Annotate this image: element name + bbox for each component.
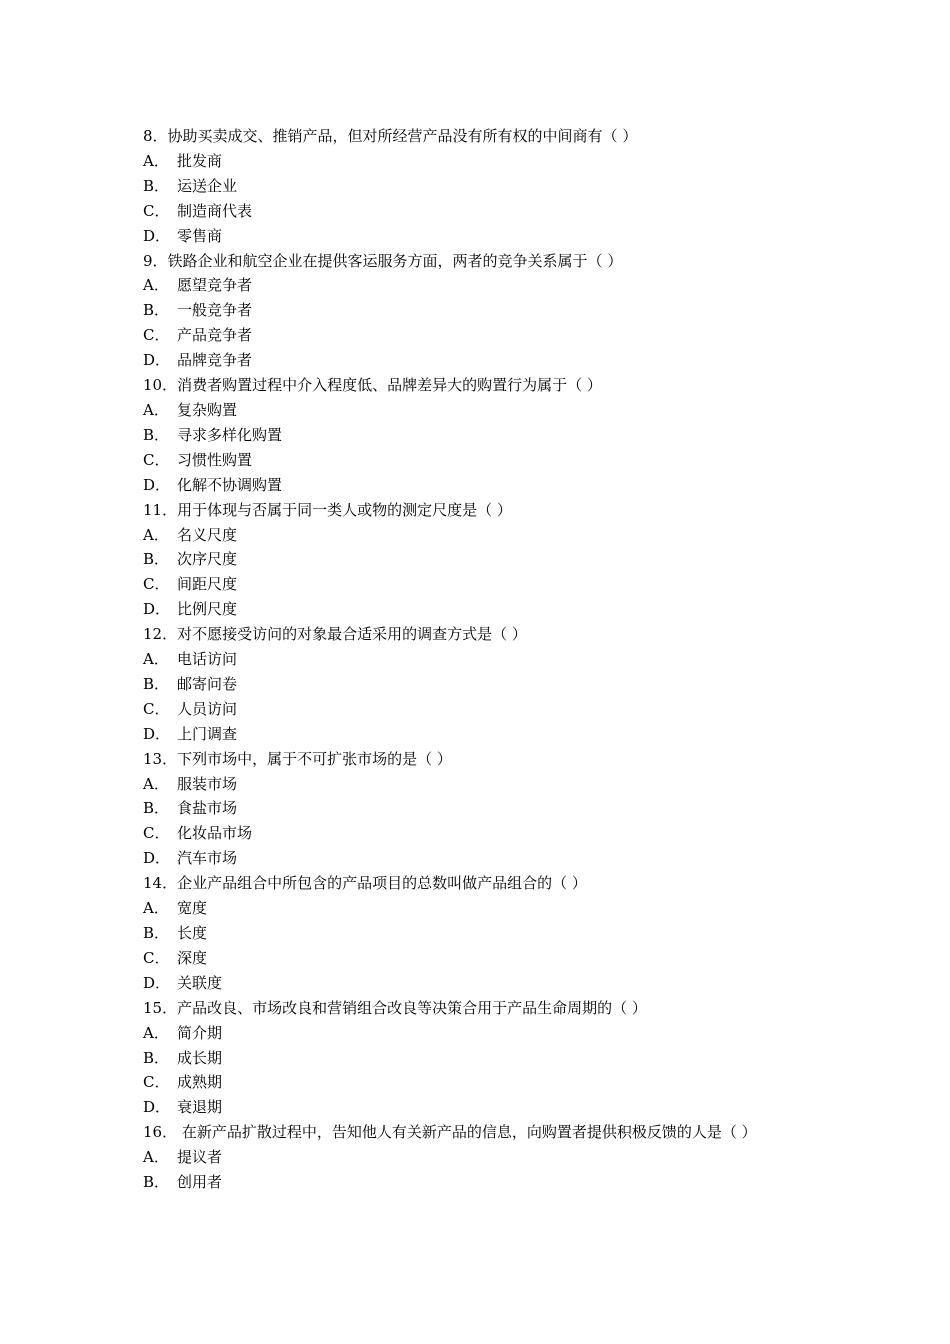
question-number: 13．	[143, 749, 178, 768]
option-text: 宽度	[177, 899, 208, 918]
option-text: 品牌竞争者	[177, 351, 253, 370]
option-text: 电话访问	[177, 650, 238, 669]
option-text: 愿望竞争者	[177, 276, 253, 295]
answer-option	[143, 149, 811, 174]
answer-option	[143, 647, 811, 672]
question-stem	[143, 996, 811, 1021]
question-text: 产品改良、市场改良和营销组合改良等决策合用于产品生命周期的（ ）	[177, 998, 647, 1017]
option-letter: B．	[143, 550, 170, 569]
option-text: 一般竞争者	[177, 301, 253, 320]
answer-option	[143, 921, 811, 946]
answer-option	[143, 672, 811, 697]
answer-option	[143, 199, 811, 224]
option-letter: A．	[143, 525, 169, 544]
answer-option	[143, 1145, 811, 1170]
question-number: 12．	[143, 625, 178, 644]
option-text: 产品竞争者	[177, 326, 253, 345]
answer-option	[143, 796, 811, 821]
answer-option	[143, 298, 811, 323]
answer-option	[143, 1095, 811, 1120]
question-text: 协助买卖成交、推销产品，但对所经营产品没有所有权的中间商有（ ）	[167, 127, 638, 145]
option-letter: A．	[143, 650, 169, 669]
option-letter: C．	[143, 575, 170, 594]
answer-option	[143, 772, 811, 797]
option-text: 间距尺度	[177, 575, 238, 594]
answer-option	[143, 946, 811, 971]
option-letter: D．	[143, 475, 171, 494]
option-text: 衰退期	[177, 1098, 223, 1117]
answer-option	[143, 1170, 811, 1195]
question-number: 9．	[143, 251, 168, 270]
answer-option	[143, 174, 811, 199]
question-text: 下列市场中，属于不可扩张市场的是（ ）	[177, 749, 452, 768]
option-text: 汽车市场	[177, 849, 238, 868]
option-letter: D．	[143, 1098, 171, 1117]
option-text: 制造商代表	[177, 201, 253, 220]
answer-option	[143, 523, 811, 548]
answer-option	[143, 473, 811, 498]
option-text: 复杂购置	[177, 400, 238, 419]
question-number: 14．	[143, 874, 178, 893]
option-letter: B．	[143, 1048, 170, 1067]
option-text: 长度	[177, 924, 208, 942]
answer-option	[143, 722, 811, 747]
option-text: 名义尺度	[177, 525, 238, 544]
option-text: 上门调查	[177, 724, 238, 743]
option-letter: B．	[143, 799, 170, 818]
option-text: 创用者	[177, 1173, 223, 1192]
option-letter: C．	[143, 824, 170, 843]
answer-option	[143, 323, 811, 348]
option-text: 零售商	[177, 226, 223, 245]
option-text: 关联度	[177, 973, 223, 992]
question-text: 在新产品扩散过程中，告知他人有关新产品的信息，向购置者提供积极反馈的人是（ ）	[177, 1123, 757, 1142]
option-text: 简介期	[177, 1023, 223, 1042]
option-letter: B．	[143, 674, 170, 693]
option-text: 化解不协调购置	[177, 475, 283, 494]
question-list	[143, 124, 811, 1195]
option-text: 邮寄问卷	[177, 674, 238, 693]
option-letter: C．	[143, 201, 170, 220]
option-letter: B．	[143, 1173, 170, 1192]
option-text: 比例尺度	[177, 600, 238, 619]
option-letter: A．	[143, 1023, 169, 1042]
option-letter: D．	[143, 724, 171, 743]
option-text: 次序尺度	[177, 550, 238, 569]
answer-option	[143, 572, 811, 597]
question-text: 对不愿接受访问的对象最合适采用的调查方式是（ ）	[177, 625, 527, 644]
option-text: 食盐市场	[177, 799, 238, 818]
option-letter: C．	[143, 699, 170, 718]
option-letter: A．	[143, 774, 169, 793]
question-text: 铁路企业和航空企业在提供客运服务方面，两者的竞争关系属于（ ）	[167, 251, 623, 270]
answer-option	[143, 448, 811, 473]
question-stem	[143, 373, 811, 398]
answer-option	[143, 597, 811, 622]
option-letter: C．	[143, 1073, 170, 1092]
question-stem	[143, 747, 811, 772]
option-text: 深度	[177, 948, 208, 967]
answer-option	[143, 398, 811, 423]
option-text: 成熟期	[177, 1073, 223, 1092]
answer-option	[143, 1046, 811, 1071]
option-letter: A．	[143, 400, 169, 419]
question-number: 15．	[143, 998, 178, 1017]
answer-option	[143, 821, 811, 846]
question-text: 消费者购置过程中介入程度低、品牌差异大的购置行为属于（ ）	[177, 376, 602, 395]
option-letter: C．	[143, 450, 170, 469]
answer-option	[143, 547, 811, 572]
option-text: 批发商	[177, 151, 223, 170]
question-stem	[143, 249, 811, 274]
answer-option	[143, 348, 811, 373]
option-letter: B．	[143, 301, 170, 320]
question-stem	[143, 1120, 811, 1145]
option-letter: A．	[143, 151, 169, 170]
option-letter: C．	[143, 948, 170, 967]
question-number: 8．	[143, 127, 168, 145]
answer-option	[143, 273, 811, 298]
answer-option	[143, 1021, 811, 1046]
question-number: 16．	[143, 1123, 178, 1142]
option-letter: D．	[143, 849, 171, 868]
option-text: 习惯性购置	[177, 450, 253, 469]
answer-option	[143, 846, 811, 871]
answer-option	[143, 224, 811, 249]
option-text: 人员访问	[177, 699, 238, 718]
option-letter: C．	[143, 326, 170, 345]
question-text: 企业产品组合中所包含的产品项目的总数叫做产品组合的（ ）	[177, 874, 587, 893]
option-letter: A．	[143, 276, 169, 295]
option-text: 运送企业	[177, 176, 238, 195]
question-stem	[143, 871, 811, 896]
answer-option	[143, 697, 811, 722]
question-number: 11．	[143, 500, 178, 519]
option-letter: B．	[143, 924, 170, 942]
question-stem	[143, 498, 811, 523]
option-letter: D．	[143, 600, 171, 619]
option-text: 成长期	[177, 1048, 223, 1067]
question-text: 用于体现与否属于同一类人或物的测定尺度是（ ）	[177, 500, 512, 519]
option-text: 寻求多样化购置	[177, 425, 283, 444]
question-number: 10．	[143, 376, 178, 395]
option-letter: D．	[143, 351, 171, 370]
answer-option	[143, 423, 811, 448]
option-text: 服装市场	[177, 774, 238, 793]
answer-option	[143, 1070, 811, 1095]
answer-option	[143, 971, 811, 996]
option-text: 提议者	[177, 1148, 223, 1167]
option-letter: A．	[143, 899, 169, 918]
option-letter: A．	[143, 1148, 169, 1167]
option-letter: D．	[143, 973, 171, 992]
question-stem	[143, 622, 811, 647]
option-letter: D．	[143, 226, 171, 245]
option-letter: B．	[143, 425, 170, 444]
option-text: 化妆品市场	[177, 824, 253, 843]
question-stem	[143, 124, 811, 149]
option-letter: B．	[143, 176, 170, 195]
answer-option	[143, 896, 811, 921]
